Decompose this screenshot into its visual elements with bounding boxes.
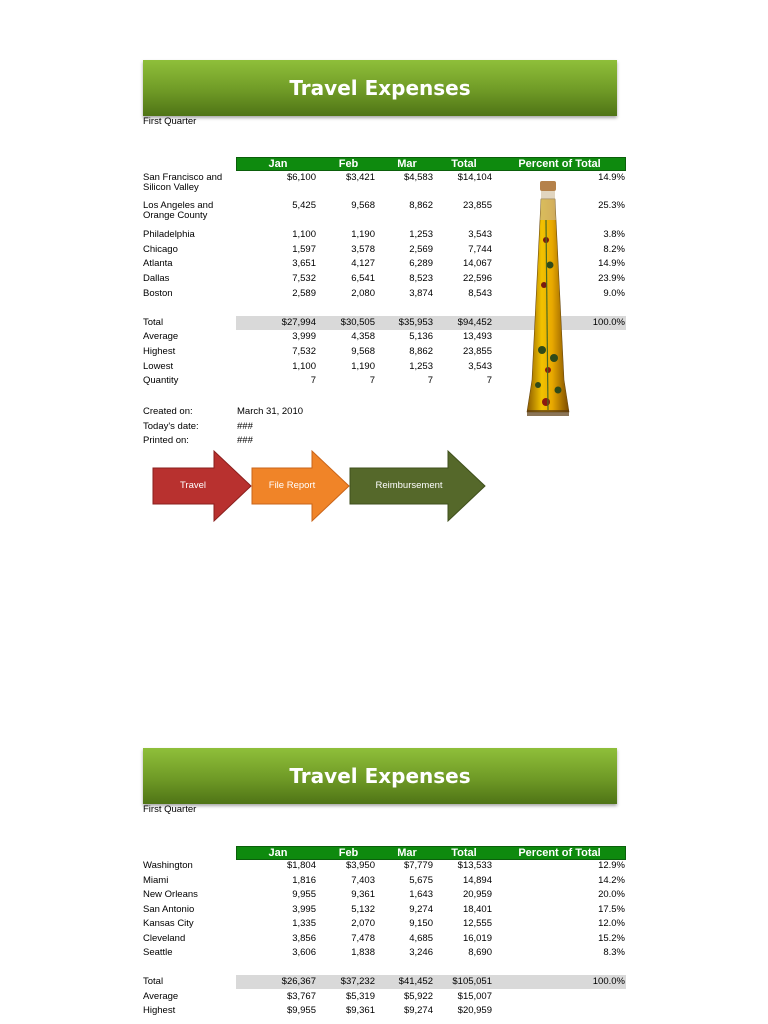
cell-total: 3,543 (468, 229, 492, 240)
cell-percent: 23.9% (598, 273, 625, 284)
cell-jan: $1,804 (286, 860, 316, 871)
cell-feb: 7,403 (351, 875, 375, 886)
row-label: New Orleans (143, 889, 198, 900)
cell-jan: $9,955 (286, 1005, 316, 1016)
header-feb: Feb (338, 847, 359, 859)
cell-total: 22,596 (462, 273, 492, 284)
process-step-reimbursement: Reimbursement (375, 480, 443, 491)
cell-total: 14,067 (462, 258, 492, 269)
row-label: San Antonio (143, 904, 195, 915)
cell-percent: 9.0% (603, 288, 625, 299)
cell-feb: $37,232 (340, 976, 375, 987)
cell-mar: 6,289 (409, 258, 433, 269)
cell-total: 12,555 (462, 918, 492, 929)
header-total: Total (451, 847, 477, 859)
row-label: Total (143, 317, 164, 328)
cell-percent: 20.0% (598, 889, 625, 900)
cell-feb: $3,421 (345, 172, 375, 183)
cell-mar: 5,675 (409, 875, 433, 886)
header-jan: Jan (268, 158, 288, 170)
cell-feb: 7 (369, 375, 375, 386)
cell-percent: 3.8% (603, 229, 625, 240)
cell-jan: 1,335 (292, 918, 316, 929)
cell-mar: 8,862 (409, 200, 433, 211)
row-label: Chicago (143, 244, 178, 255)
cell-mar: 9,150 (409, 918, 433, 929)
cell-jan: $27,994 (281, 317, 316, 328)
page-title: Travel Expenses (289, 76, 471, 100)
cell-total: 23,855 (462, 346, 492, 357)
cell-total: 23,855 (462, 200, 492, 211)
cell-jan: 7,532 (292, 346, 316, 357)
cell-jan: $26,367 (281, 976, 316, 987)
cell-total: 18,401 (462, 904, 492, 915)
cell-feb: 4,127 (351, 258, 375, 269)
cell-feb: 3,578 (351, 244, 375, 255)
cell-mar: 3,874 (409, 288, 433, 299)
meta-key: Today's date: (143, 421, 199, 432)
cell-mar: 1,643 (409, 889, 433, 900)
cell-feb: 4,358 (351, 331, 375, 342)
cell-jan: 3,651 (292, 258, 316, 269)
cell-mar: 2,569 (409, 244, 433, 255)
cell-percent: 14.2% (598, 875, 625, 886)
cell-feb: 2,070 (351, 918, 375, 929)
cell-feb: $3,950 (345, 860, 375, 871)
meta-value: ### (237, 435, 253, 446)
header-feb: Feb (338, 158, 359, 170)
cell-percent: 100.0% (592, 317, 625, 328)
cell-mar: $9,274 (403, 1005, 433, 1016)
cell-mar: $7,779 (403, 860, 433, 871)
cell-feb: 2,080 (351, 288, 375, 299)
row-label: Highest (143, 346, 176, 357)
cell-mar: 9,274 (409, 904, 433, 915)
cell-feb: 9,568 (351, 200, 375, 211)
cell-mar: 7 (427, 375, 433, 386)
process-step-travel: Travel (179, 480, 207, 491)
cell-feb: 7,478 (351, 933, 375, 944)
row-label: Atlanta (143, 258, 173, 269)
row-label: Dallas (143, 273, 170, 284)
cell-total: 7,744 (468, 244, 492, 255)
cell-mar: 8,862 (409, 346, 433, 357)
header-percent: Percent of Total (518, 158, 601, 170)
cell-total: 20,959 (462, 889, 492, 900)
cell-jan: 3,995 (292, 904, 316, 915)
title-banner (143, 60, 617, 116)
cell-jan: 2,589 (292, 288, 316, 299)
cell-percent: 17.5% (598, 904, 625, 915)
cell-mar: $41,452 (398, 976, 433, 987)
cell-percent: 8.3% (603, 947, 625, 958)
cell-mar: 1,253 (409, 229, 433, 240)
meta-value: ### (237, 421, 253, 432)
cell-mar: $35,953 (398, 317, 433, 328)
cell-jan: 3,606 (292, 947, 316, 958)
cell-feb: 5,132 (351, 904, 375, 915)
cell-feb: 6,541 (351, 273, 375, 284)
header-total: Total (451, 158, 477, 170)
header-percent: Percent of Total (518, 847, 601, 859)
row-label: Boston (143, 288, 173, 299)
row-label: Average (143, 331, 179, 342)
cell-percent: 8.2% (603, 244, 625, 255)
cell-percent: 12.0% (598, 918, 625, 929)
cell-mar: 4,685 (409, 933, 433, 944)
cell-jan: 9,955 (292, 889, 316, 900)
cell-mar: 8,523 (409, 273, 433, 284)
row-label: Cleveland (143, 933, 186, 944)
cell-percent: 25.3% (598, 200, 625, 211)
cell-jan: 1,597 (292, 244, 316, 255)
cell-percent: 14.9% (598, 172, 625, 183)
cell-mar: 3,246 (409, 947, 433, 958)
row-label: Kansas City (143, 918, 194, 929)
row-label: Quantity (143, 375, 179, 386)
cell-jan: 1,100 (292, 229, 316, 240)
cell-total: 14,894 (462, 875, 492, 886)
cell-feb: 9,361 (351, 889, 375, 900)
cell-total: 3,543 (468, 361, 492, 372)
header-jan: Jan (268, 847, 288, 859)
page-title: Travel Expenses (289, 764, 471, 788)
cell-mar: $5,922 (403, 991, 433, 1002)
cell-total: $94,452 (457, 317, 492, 328)
header-mar: Mar (397, 158, 417, 170)
cell-total: 8,690 (468, 947, 492, 958)
meta-value: March 31, 2010 (237, 406, 304, 417)
process-step-file-report: File Report (268, 480, 316, 491)
row-label: Miami (143, 875, 169, 886)
cell-percent: 14.9% (598, 258, 625, 269)
header-mar: Mar (397, 847, 417, 859)
row-label: Average (143, 991, 179, 1002)
row-label: San Francisco and Silicon Valley (143, 172, 223, 193)
cell-feb: $30,505 (340, 317, 375, 328)
cell-feb: 9,568 (351, 346, 375, 357)
title-banner (143, 748, 617, 804)
cell-percent: 100.0% (592, 976, 625, 987)
cell-feb: $9,361 (345, 1005, 375, 1016)
cell-jan: $3,767 (286, 991, 316, 1002)
cell-total: $20,959 (457, 1005, 492, 1016)
meta-key: Printed on: (143, 435, 189, 446)
cell-jan: 7 (310, 375, 316, 386)
row-label: Lowest (143, 361, 174, 372)
row-label: Seattle (143, 947, 173, 958)
row-label: Philadelphia (143, 229, 195, 240)
cell-feb: 1,838 (351, 947, 375, 958)
cell-jan: 1,100 (292, 361, 316, 372)
cell-jan: 1,816 (292, 875, 316, 886)
row-label: Los Angeles and Orange County (143, 200, 214, 221)
cell-total: 16,019 (462, 933, 492, 944)
cell-jan: 3,999 (292, 331, 316, 342)
cell-total: 7 (486, 375, 492, 386)
cell-jan: 5,425 (292, 200, 316, 211)
cell-mar: 5,136 (409, 331, 433, 342)
cell-total: $15,007 (457, 991, 492, 1002)
cell-total: $14,104 (457, 172, 492, 183)
cell-jan: $6,100 (286, 172, 316, 183)
row-label: Highest (143, 1005, 176, 1016)
cell-percent: 12.9% (598, 860, 625, 871)
table-header (236, 157, 626, 171)
subtitle: First Quarter (143, 116, 197, 127)
cell-total: $13,533 (457, 860, 492, 871)
cell-total: 8,543 (468, 288, 492, 299)
meta-key: Created on: (143, 406, 193, 417)
oil-bottle-image (520, 180, 576, 420)
cell-feb: 1,190 (351, 229, 375, 240)
cell-mar: $4,583 (403, 172, 433, 183)
cell-jan: 3,856 (292, 933, 316, 944)
cell-feb: 1,190 (351, 361, 375, 372)
cell-jan: 7,532 (292, 273, 316, 284)
cell-percent: 15.2% (598, 933, 625, 944)
cell-total: $105,051 (452, 976, 492, 987)
subtitle: First Quarter (143, 804, 197, 815)
row-label: Washington (143, 860, 193, 871)
cell-mar: 1,253 (409, 361, 433, 372)
cell-feb: $5,319 (345, 991, 375, 1002)
row-label: Total (143, 976, 164, 987)
table-header (236, 846, 626, 860)
cell-total: 13,493 (462, 331, 492, 342)
